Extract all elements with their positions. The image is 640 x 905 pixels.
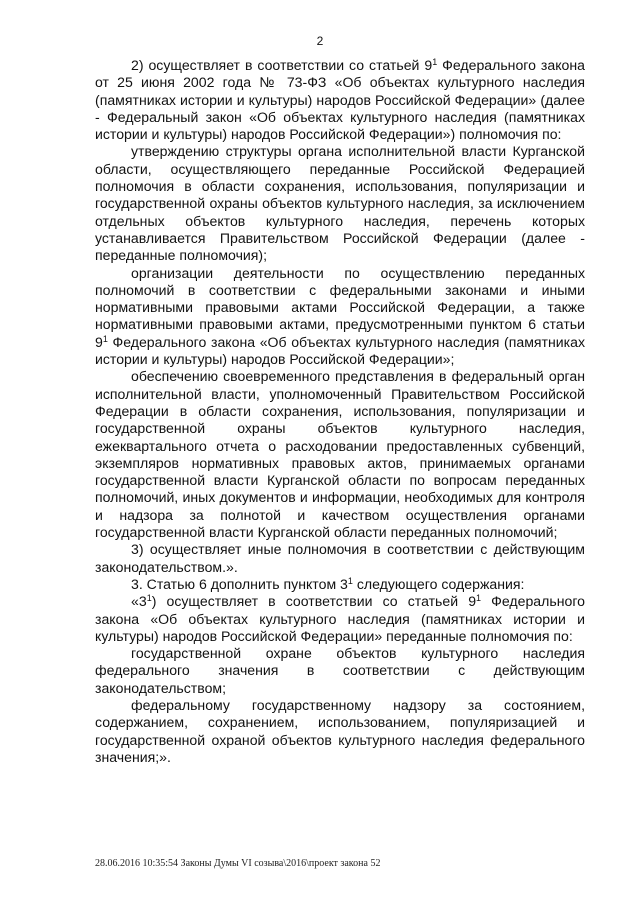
superscript-index: 1: [102, 333, 108, 344]
paragraph-text: Федерального закона «Об объектах культурного наследия (памятниках истории и культуры) народов Российской Федерации»;: [95, 333, 585, 368]
document-footer: 28.06.2016 10:35:54 Законы Думы VI созыва\2016\проект закона 52: [95, 858, 381, 869]
paragraph-report-submission: [95, 368, 585, 541]
paragraph-text: обеспечению своевременного представления в федеральный орган исполнительной власти, уполномоченный Правительством Российской Федерации в области сохранения, использования, популяризации и государственной охраны объектов культурного наследия, ежеквартального отчета о расходовании предоставленных субвенций, экземпляров нормативных правовых актов, принимаемых органами государственной власти Курганской области по вопросам переданных полномочий, иных документов и информации, необходимых для контроля и надзора за полнотой и качеством осуществления органами государственной власти Курганской области переданных полномочий;: [95, 368, 585, 541]
paragraph-text: 3) осуществляет иные полномочия в соответствии с действующим законодательством.».: [95, 541, 585, 575]
document-body: [95, 57, 585, 766]
superscript-index: 1: [476, 593, 482, 604]
paragraph-text: следующего содержания:: [352, 575, 525, 592]
paragraph-text: государственной охране объектов культурного наследия федерального значения в соответствии с действующим законодательством;: [95, 645, 585, 696]
paragraph-text: ) осуществляет в соответствии со статьей 9: [151, 593, 477, 610]
paragraph-text: «3: [131, 593, 147, 610]
paragraph-text: федеральному государственному надзору за состоянием, содержанием, сохранением, использованием, популяризацией и государственной охраной объектов культурного наследия федерального значения;».: [95, 696, 585, 765]
superscript-index: 1: [347, 575, 353, 586]
paragraph-item-2: [95, 57, 585, 143]
paragraph-activity-organization: [95, 265, 585, 369]
superscript-index: 1: [432, 57, 438, 67]
paragraph-text: Федерального закона от 25 июня 2002 года № 73-ФЗ «Об объектах культурного наследия (памятниках истории и культуры) народов Российской Федерации» (далее - Федеральный закон «Об объектах культурного наследия (памятниках истории и культуры) народов Российской Федерации») полномочия по:: [95, 57, 585, 143]
paragraph-item-3: [95, 541, 585, 576]
paragraph-state-supervision: [95, 697, 585, 766]
paragraph-state-protection: [95, 645, 585, 697]
paragraph-article-6-amendment: [95, 576, 585, 593]
paragraph-text: 2) осуществляет в соответствии со статьей 9: [131, 57, 433, 73]
paragraph-text: организации деятельности по осуществлению переданных полномочий в соответствии с федеральными законами и иными нормативными правовыми актами Российской Федерации, а также нормативными правовыми актами, предусмотренными пунктом 6 статьи 9: [95, 264, 585, 350]
paragraph-item-3-1: [95, 593, 585, 645]
paragraph-structure-approval: [95, 143, 585, 264]
paragraph-text: утверждению структуры органа исполнительной власти Курганской области, осуществляющего переданные Российской Федерацией полномочия в области сохранения, использования, популяризации и государственной охраны объектов культурного наследия, за исключением отдельных объектов культурного наследия, перечень которых устанавливается Правительством Российской Федерации (далее - переданные полномочия);: [95, 143, 585, 264]
paragraph-text: Федерального закона «Об объектах культурного наследия (памятниках истории и культуры) народов Российской Федерации» переданные полномочия по:: [95, 593, 585, 644]
page-number: 2: [316, 34, 324, 48]
paragraph-text: 3. Статью 6 дополнить пунктом 3: [131, 575, 348, 592]
superscript-index: 1: [146, 593, 152, 604]
